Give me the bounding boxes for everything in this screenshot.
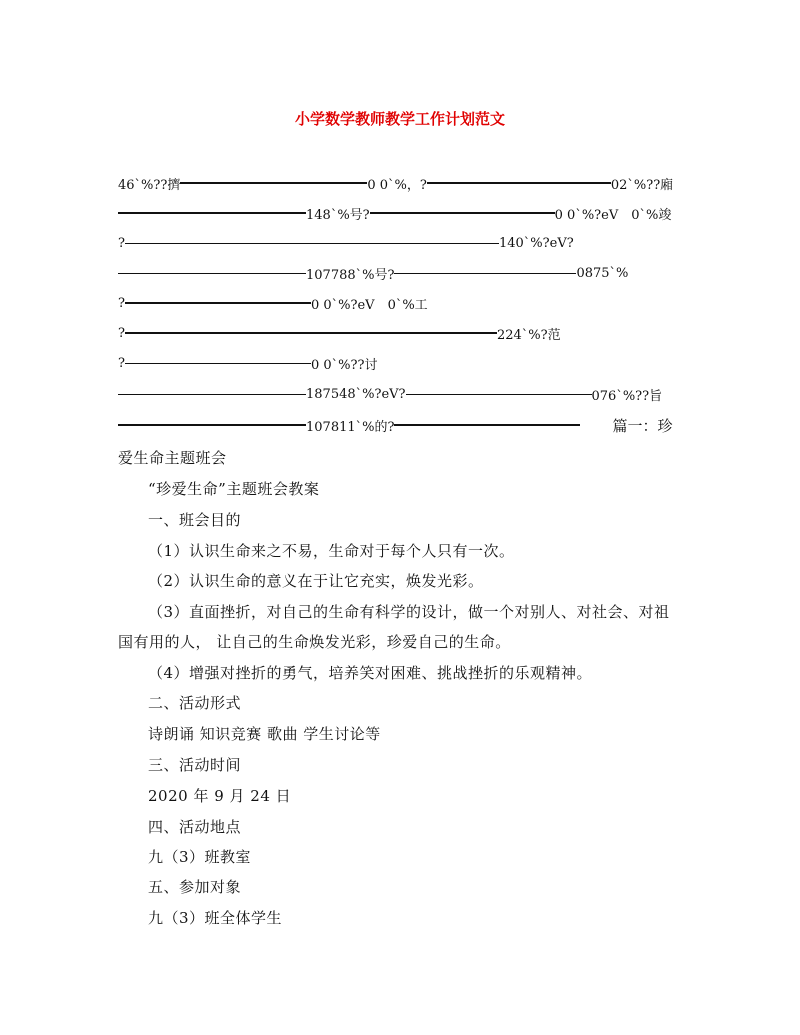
toc-text: ? [118,235,125,251]
toc-line [118,383,688,405]
toc-text: 0 0`%??讨 [310,357,378,373]
toc-rule [370,212,555,214]
toc-rule [118,212,306,214]
toc-text: 0875`% [576,265,629,281]
toc-line [118,352,688,374]
toc-text: 076`%??旨 [591,388,663,404]
toc-line [118,262,688,284]
toc-text: 148`%号? [306,207,370,223]
toc-rule [427,182,611,184]
toc-text: 0 0`%，? [367,177,427,193]
toc-text: 140`%?eV? [498,235,574,251]
toc-line [118,414,688,436]
goal-item: （2）认识生命的意义在于让它充实，焕发光彩。 [148,572,484,590]
toc-rule [394,273,576,274]
toc-text: 46`%??擠 [118,177,181,193]
toc-text: 02`%??廂 [610,177,674,193]
section-heading: 三、活动时间 [148,756,242,774]
toc-text: 篇一：珍 [612,416,673,435]
toc-rule [118,424,306,426]
toc-rule [125,363,311,364]
paragraph: 九（3）班教室 [148,848,252,866]
toc-rule [180,182,367,184]
toc-text: ? [118,295,125,311]
toc-line [118,232,688,254]
paragraph: 2020 年 9 月 24 日 [148,787,292,805]
section-heading: 五、参加对象 [148,878,242,896]
toc-line [118,172,688,194]
toc-text: ? [118,355,125,371]
paragraph: 爱生命主题班会 [118,449,227,467]
toc-rule [406,394,592,395]
section-heading: 一、班会目的 [148,511,242,529]
plan-title: “珍爱生命”主题班会教案 [148,480,320,498]
goal-item-continued: 国有用的人， 让自己的生命焕发光彩，珍爱自己的生命。 [118,633,511,651]
paragraph: 诗朗诵 知识竞赛 歌曲 学生讨论等 [148,725,381,743]
toc-rule [118,273,306,274]
toc-text: 107788`%号? [306,267,395,283]
toc-text: 107811`%的? [306,419,395,435]
toc-line [118,322,688,344]
goal-item: （4）增强对挫折的勇气，培养笑对困难、挑战挫折的乐观精神。 [148,664,593,682]
goal-item: （3）直面挫折，对自己的生命有科学的设计，做一个对别人、对社会、对祖 [148,603,670,621]
toc-rule [125,243,499,244]
toc-rule [125,332,497,334]
toc-rule [125,302,311,304]
toc-text: 0 0`%?eV 0`%竣 [554,207,672,223]
toc-line [118,292,688,314]
toc-rule [118,394,306,395]
goal-item: （1）认识生命来之不易，生命对于每个人只有一次。 [148,542,515,560]
section-heading: 二、活动形式 [148,694,242,712]
toc-text: ? [118,325,125,341]
paragraph: 九（3）班全体学生 [148,909,283,927]
document-title: 小学数学教师教学工作计划范文 [294,110,505,128]
toc-rule [394,424,580,426]
section-heading: 四、活动地点 [148,818,242,836]
toc-text: 0 0`%?eV 0`%工 [310,297,428,313]
toc-text: 187548`%?eV? [306,386,406,402]
toc-line [118,202,688,224]
toc-text: 224`%?范 [496,327,561,343]
